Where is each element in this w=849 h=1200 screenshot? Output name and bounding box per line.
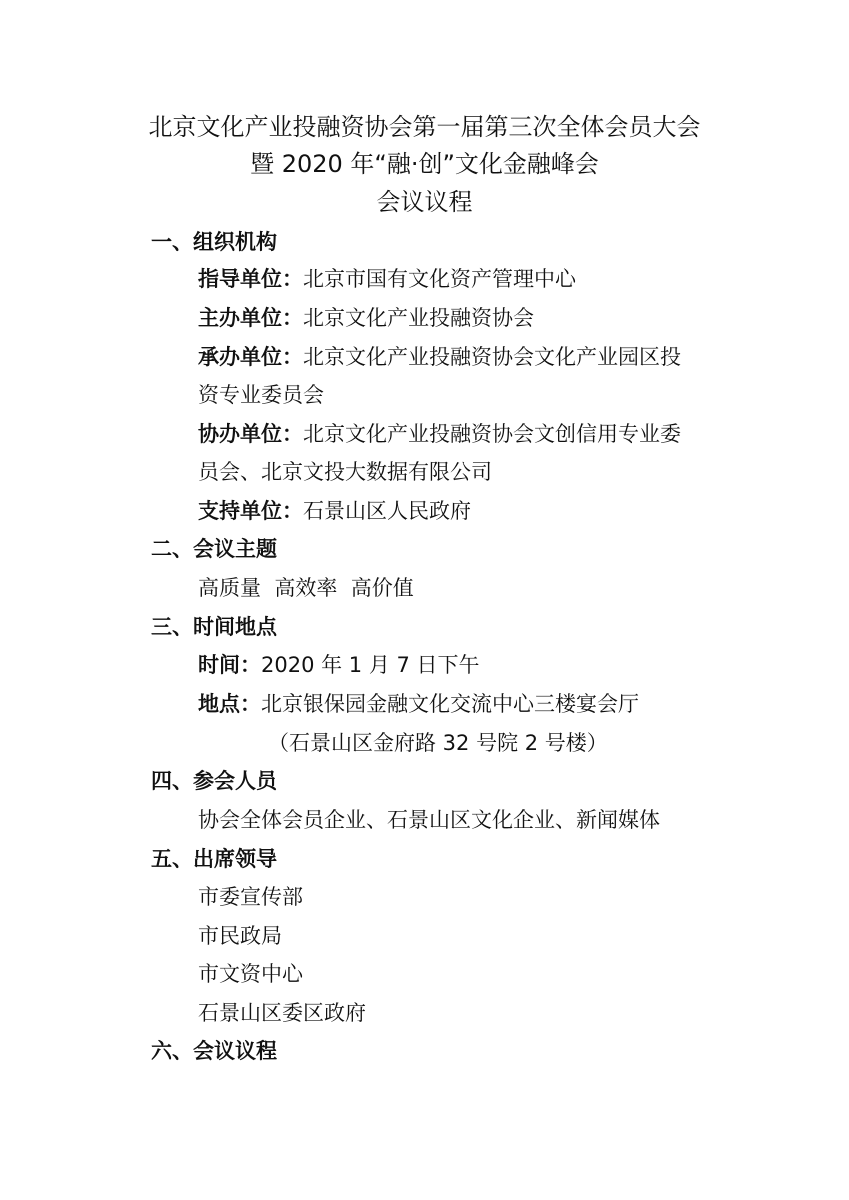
attendees: 协会全体会员企业、石景山区文化企业、新闻媒体 bbox=[198, 808, 660, 832]
section-heading-1: 一、组织机构 bbox=[151, 230, 277, 254]
section-heading-6: 六、会议议程 bbox=[151, 1039, 277, 1063]
meeting-place-address: （石景山区金府路 32 号院 2 号楼） bbox=[268, 731, 608, 755]
meeting-time-label: 时间： bbox=[198, 653, 261, 677]
meeting-place bbox=[198, 690, 639, 718]
organizer-unit-value: 北京文化产业投融资协会文化产业园区投 bbox=[303, 345, 681, 369]
leader-item: 市文资中心 bbox=[198, 962, 303, 986]
co-organizer-unit-value: 北京文化产业投融资协会文创信用专业委 bbox=[303, 422, 681, 446]
co-organizer-unit bbox=[198, 420, 681, 448]
section-heading-3: 三、时间地点 bbox=[151, 615, 277, 639]
leader-item: 市民政局 bbox=[198, 924, 282, 948]
host-unit-label: 主办单位： bbox=[198, 306, 303, 330]
support-unit bbox=[198, 497, 471, 525]
leader-item: 市委宣传部 bbox=[198, 885, 303, 909]
host-unit-value: 北京文化产业投融资协会 bbox=[303, 306, 534, 330]
co-organizer-unit-continued: 员会、北京文投大数据有限公司 bbox=[198, 460, 492, 484]
section-heading-2: 二、会议主题 bbox=[151, 537, 277, 561]
meeting-place-label: 地点： bbox=[198, 692, 261, 716]
title-line-3: 会议议程 bbox=[376, 188, 473, 216]
meeting-theme: 高质量 高效率 高价值 bbox=[198, 576, 414, 600]
title-line-1: 北京文化产业投融资协会第一届第三次全体会员大会 bbox=[148, 113, 701, 141]
meeting-time-value: 2020 年 1 月 7 日下午 bbox=[261, 653, 480, 677]
section-heading-5: 五、出席领导 bbox=[151, 847, 277, 871]
title-line-2: 暨 2020 年“融·创”文化金融峰会 bbox=[250, 150, 599, 178]
co-organizer-unit-label: 协办单位： bbox=[198, 422, 303, 446]
host-unit bbox=[198, 304, 534, 332]
guide-unit-label: 指导单位： bbox=[198, 267, 303, 291]
section-heading-4: 四、参会人员 bbox=[151, 769, 277, 793]
organizer-unit bbox=[198, 343, 681, 371]
support-unit-label: 支持单位： bbox=[198, 499, 303, 523]
meeting-time bbox=[198, 651, 480, 679]
organizer-unit-continued: 资专业委员会 bbox=[198, 383, 324, 407]
guide-unit-value: 北京市国有文化资产管理中心 bbox=[303, 267, 576, 291]
leader-item: 石景山区委区政府 bbox=[198, 1001, 366, 1025]
organizer-unit-label: 承办单位： bbox=[198, 345, 303, 369]
guide-unit bbox=[198, 265, 576, 293]
meeting-place-value: 北京银保园金融文化交流中心三楼宴会厅 bbox=[261, 692, 639, 716]
support-unit-value: 石景山区人民政府 bbox=[303, 499, 471, 523]
